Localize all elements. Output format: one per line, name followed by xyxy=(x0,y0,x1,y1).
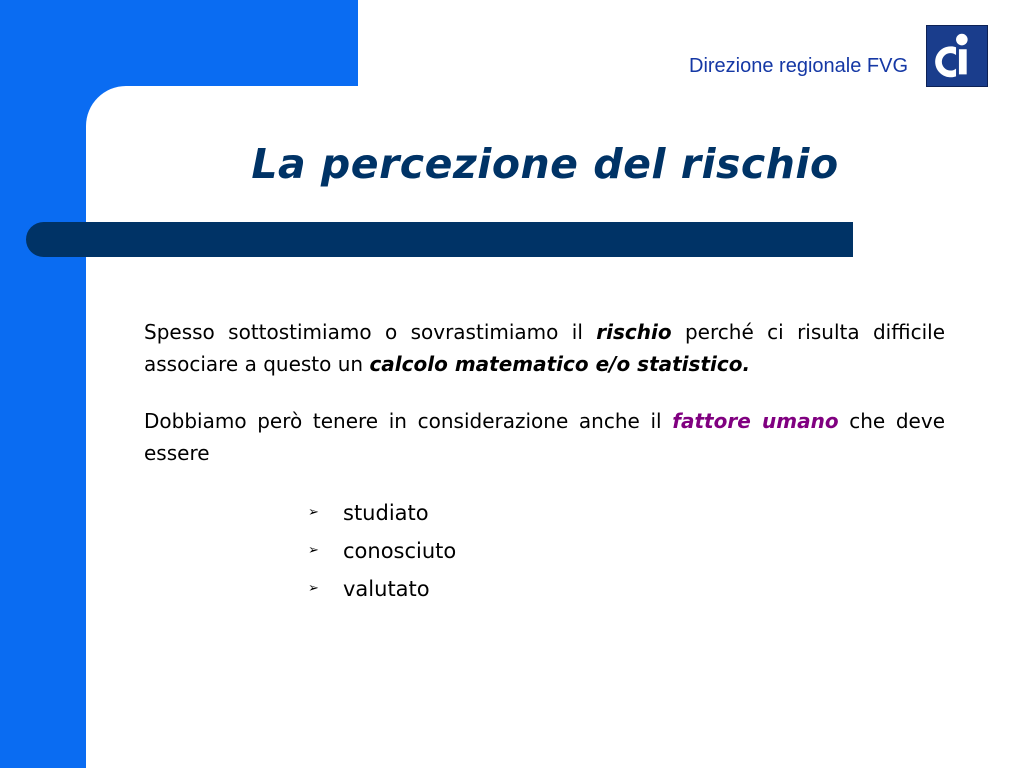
list-item-label: studiato xyxy=(343,501,429,525)
emphasis-rischio: rischio xyxy=(596,320,672,344)
text-segment: Spesso sottostimiamo o sovrastimiamo il xyxy=(144,320,597,344)
arrow-bullet-icon: ➢ xyxy=(308,543,319,558)
arrow-bullet-icon: ➢ xyxy=(308,581,319,596)
top-decor-band xyxy=(0,0,358,86)
paragraph-risk-estimation xyxy=(144,316,945,380)
slide-content xyxy=(144,316,945,608)
list-item-label: valutato xyxy=(343,577,430,601)
arrow-bullet-icon: ➢ xyxy=(308,505,319,520)
text-segment: Dobbiamo però tenere in considerazione anche il xyxy=(144,409,673,433)
left-decor-band xyxy=(0,0,86,768)
text-segment: perché ci risulta difficile associare a questo un xyxy=(144,320,945,376)
paragraph-human-factor xyxy=(144,405,945,469)
list-item xyxy=(308,570,945,608)
list-item xyxy=(308,494,945,532)
text-segment: che deve essere xyxy=(144,409,946,465)
org-label: Direzione regionale FVG xyxy=(689,55,908,77)
list-item-label: conosciuto xyxy=(343,539,457,563)
list-item xyxy=(308,532,945,570)
emphasis-fattore-umano: fattore umano xyxy=(672,409,839,433)
emphasis-calcolo: calcolo matematico e/o statistico. xyxy=(369,352,751,376)
slide-title: La percezione del rischio xyxy=(251,140,839,188)
title-underline-bar xyxy=(26,222,853,257)
bullet-list xyxy=(144,494,945,608)
inail-logo-icon xyxy=(926,25,988,87)
